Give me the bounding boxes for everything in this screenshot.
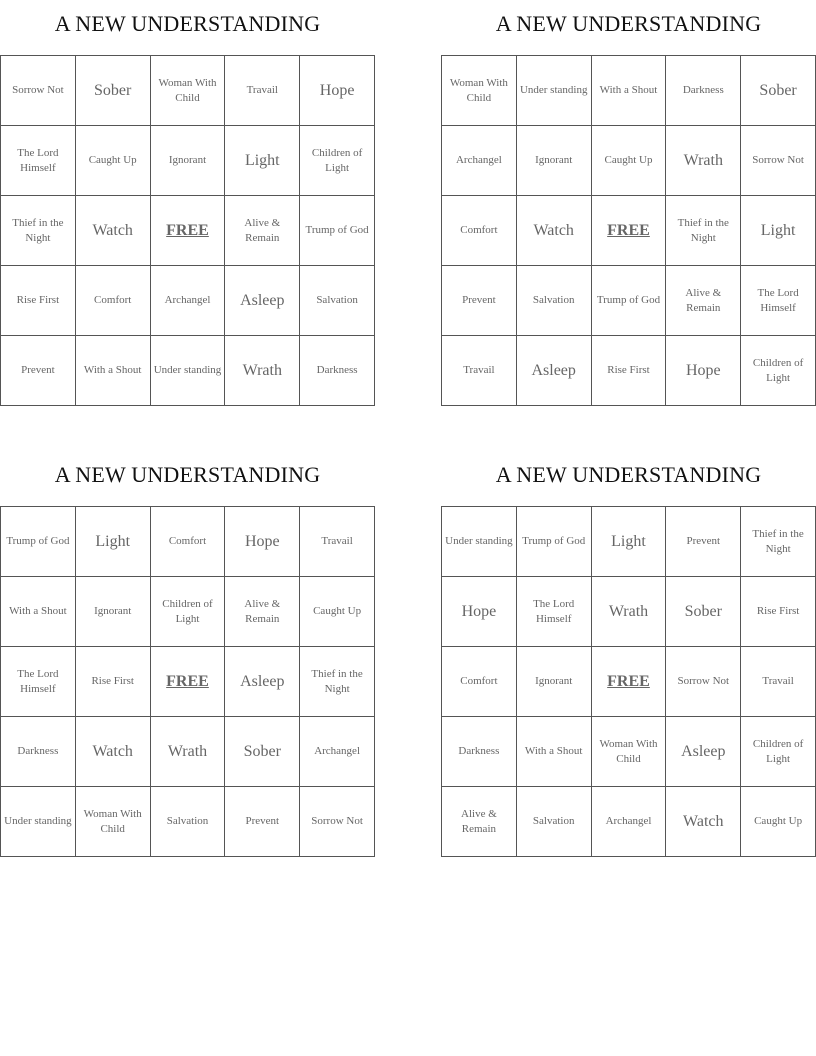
- bingo-cell: Asleep: [225, 647, 300, 717]
- bingo-cell: Caught Up: [741, 787, 816, 857]
- bingo-cell: Hope: [225, 507, 300, 577]
- bingo-cell: Prevent: [666, 507, 741, 577]
- bingo-cell: Watch: [76, 717, 151, 787]
- bingo-cell: Trump of God: [1, 507, 76, 577]
- bingo-cell: The Lord Himself: [741, 266, 816, 336]
- bingo-cell: Wrath: [666, 126, 741, 196]
- bingo-cell: Darkness: [666, 56, 741, 126]
- bingo-cell: The Lord Himself: [1, 126, 76, 196]
- bingo-cell: Salvation: [300, 266, 375, 336]
- bingo-cell: Alive & Remain: [225, 577, 300, 647]
- card-title: A NEW UNDERSTANDING: [495, 11, 762, 36]
- bingo-cell: Caught Up: [300, 577, 375, 647]
- free-space-cell: FREE: [151, 196, 226, 266]
- bingo-cell: The Lord Himself: [517, 577, 592, 647]
- bingo-cell: Comfort: [442, 647, 517, 717]
- bingo-cell: Prevent: [442, 266, 517, 336]
- bingo-cell: Light: [741, 196, 816, 266]
- bingo-cell: Hope: [442, 577, 517, 647]
- bingo-cell: With a Shout: [517, 717, 592, 787]
- card-title: A NEW UNDERSTANDING: [54, 11, 321, 36]
- bingo-cell: Light: [225, 126, 300, 196]
- free-space-cell: FREE: [592, 196, 667, 266]
- bingo-cell: Sorrow Not: [741, 126, 816, 196]
- bingo-cell: Woman With Child: [442, 56, 517, 126]
- bingo-grid: [441, 55, 816, 406]
- bingo-cell: Comfort: [151, 507, 226, 577]
- bingo-cell: Ignorant: [517, 647, 592, 717]
- bingo-cell: Salvation: [517, 266, 592, 336]
- bingo-cell: Sober: [741, 56, 816, 126]
- bingo-cell: Asleep: [517, 336, 592, 406]
- bingo-grid: [441, 506, 816, 857]
- bingo-cell: Ignorant: [76, 577, 151, 647]
- bingo-cell: Asleep: [225, 266, 300, 336]
- bingo-cell: With a Shout: [76, 336, 151, 406]
- bingo-cell: Ignorant: [151, 126, 226, 196]
- bingo-cell: Darkness: [1, 717, 76, 787]
- bingo-cell: Children of Light: [741, 336, 816, 406]
- bingo-cell: The Lord Himself: [1, 647, 76, 717]
- bingo-cell: Salvation: [151, 787, 226, 857]
- bingo-grid: [0, 55, 375, 406]
- bingo-cell: Watch: [76, 196, 151, 266]
- bingo-cell: Darkness: [300, 336, 375, 406]
- bingo-cell: Alive & Remain: [666, 266, 741, 336]
- free-space-cell: FREE: [592, 647, 667, 717]
- bingo-cell: Wrath: [592, 577, 667, 647]
- bingo-cell: Thief in the Night: [1, 196, 76, 266]
- bingo-cell: Children of Light: [151, 577, 226, 647]
- bingo-cell: Light: [592, 507, 667, 577]
- bingo-cell: With a Shout: [592, 56, 667, 126]
- bingo-cell: Comfort: [442, 196, 517, 266]
- bingo-cell: Woman With Child: [76, 787, 151, 857]
- bingo-cell: Under standing: [1, 787, 76, 857]
- bingo-cell: Watch: [666, 787, 741, 857]
- bingo-cell: Travail: [225, 56, 300, 126]
- bingo-cell: Salvation: [517, 787, 592, 857]
- bingo-cell: Travail: [300, 507, 375, 577]
- bingo-cell: Archangel: [151, 266, 226, 336]
- bingo-cell: Trump of God: [592, 266, 667, 336]
- bingo-grid: [0, 506, 375, 857]
- bingo-cell: Rise First: [76, 647, 151, 717]
- bingo-cell: Rise First: [1, 266, 76, 336]
- bingo-cell: Watch: [517, 196, 592, 266]
- bingo-cell: Sober: [76, 56, 151, 126]
- bingo-cell: Children of Light: [300, 126, 375, 196]
- bingo-cell: Wrath: [225, 336, 300, 406]
- bingo-cell: Hope: [300, 56, 375, 126]
- bingo-cell: Archangel: [300, 717, 375, 787]
- bingo-cell: Thief in the Night: [741, 507, 816, 577]
- bingo-cell: Sorrow Not: [1, 56, 76, 126]
- bingo-cell: Alive & Remain: [442, 787, 517, 857]
- bingo-cell: Prevent: [1, 336, 76, 406]
- bingo-cell: Caught Up: [592, 126, 667, 196]
- bingo-cell: Ignorant: [517, 126, 592, 196]
- bingo-cell: Archangel: [592, 787, 667, 857]
- bingo-cell: Caught Up: [76, 126, 151, 196]
- bingo-cell: Woman With Child: [151, 56, 226, 126]
- bingo-cell: Rise First: [741, 577, 816, 647]
- bingo-cell: Children of Light: [741, 717, 816, 787]
- bingo-cell: Thief in the Night: [300, 647, 375, 717]
- bingo-cell: Sober: [666, 577, 741, 647]
- bingo-cell: Wrath: [151, 717, 226, 787]
- bingo-cell: Sober: [225, 717, 300, 787]
- bingo-cell: With a Shout: [1, 577, 76, 647]
- bingo-cell: Comfort: [76, 266, 151, 336]
- bingo-cell: Light: [76, 507, 151, 577]
- bingo-cell: Under standing: [517, 56, 592, 126]
- bingo-cell: Trump of God: [300, 196, 375, 266]
- bingo-cell: Trump of God: [517, 507, 592, 577]
- bingo-cell: Travail: [741, 647, 816, 717]
- bingo-cell: Sorrow Not: [300, 787, 375, 857]
- bingo-cell: Woman With Child: [592, 717, 667, 787]
- bingo-cell: Sorrow Not: [666, 647, 741, 717]
- bingo-cell: Thief in the Night: [666, 196, 741, 266]
- bingo-cell: Travail: [442, 336, 517, 406]
- bingo-cell: Archangel: [442, 126, 517, 196]
- bingo-cell: Under standing: [442, 507, 517, 577]
- bingo-cell: Rise First: [592, 336, 667, 406]
- free-space-cell: FREE: [151, 647, 226, 717]
- card-title: A NEW UNDERSTANDING: [54, 462, 321, 487]
- bingo-cell: Asleep: [666, 717, 741, 787]
- bingo-cell: Alive & Remain: [225, 196, 300, 266]
- bingo-cell: Hope: [666, 336, 741, 406]
- card-title: A NEW UNDERSTANDING: [495, 462, 762, 487]
- bingo-cell: Darkness: [442, 717, 517, 787]
- bingo-cell: Prevent: [225, 787, 300, 857]
- bingo-cell: Under standing: [151, 336, 226, 406]
